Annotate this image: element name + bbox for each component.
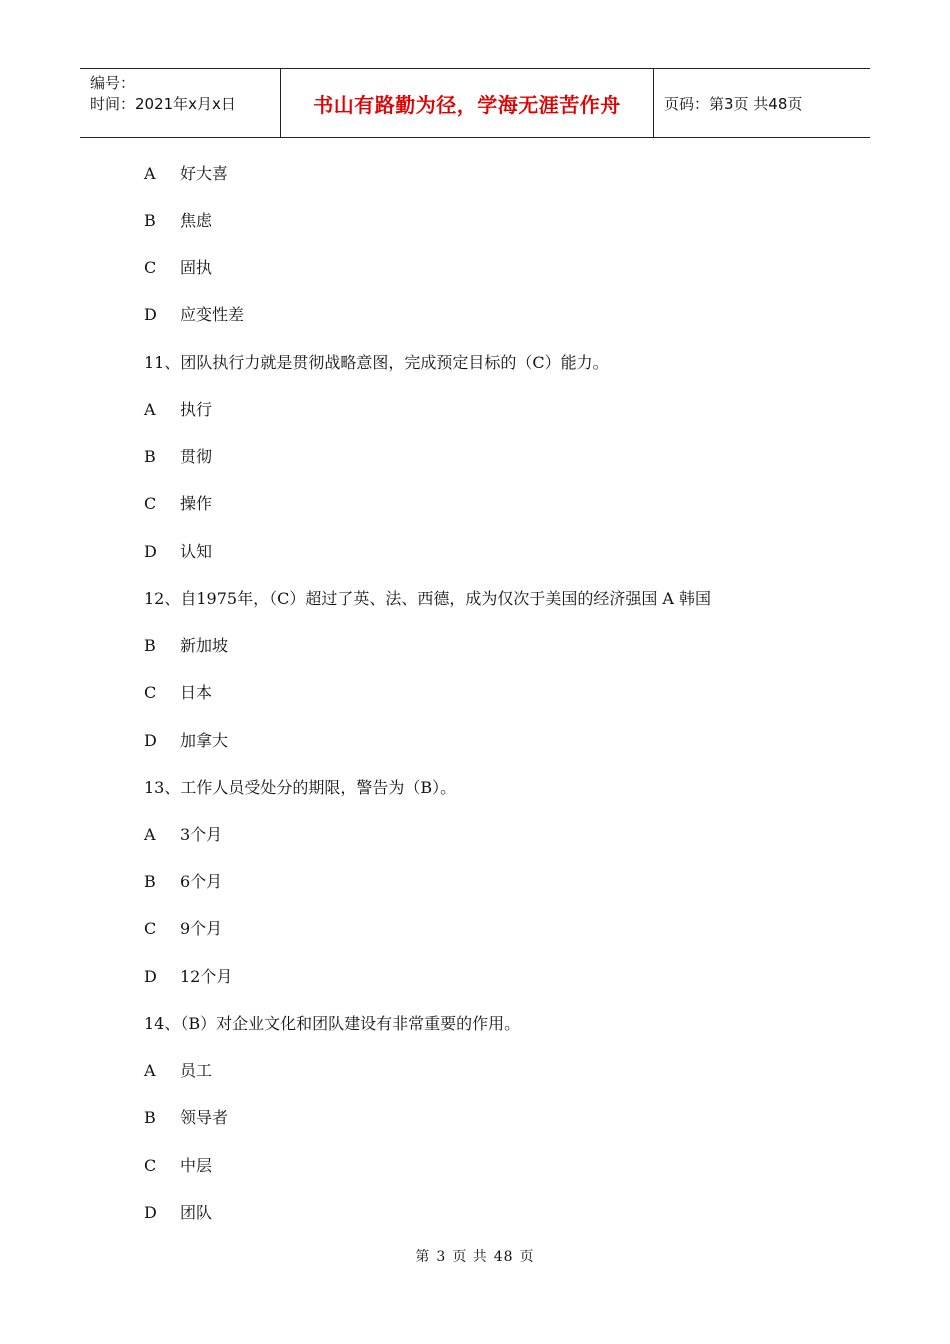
option-text: 新加坡 [180,636,229,655]
option-text: 9个月 [180,919,223,938]
option-text: 6个月 [180,872,223,891]
text-line [144,964,232,987]
text-line [144,1153,212,1176]
text-line [144,869,222,892]
option-letter: C [144,1156,157,1175]
question-text: 11、团队执行力就是贯彻战略意图，完成预定目标的（C）能力。 [144,353,609,372]
option-letter: D [144,1203,157,1222]
text-line [144,208,212,231]
page-header [80,68,870,138]
option-text: 加拿大 [180,731,229,750]
option-letter: B [144,872,156,891]
option-text: 12个月 [180,967,233,986]
question-line [144,1011,520,1034]
option-text: 员工 [180,1061,213,1080]
option-text: 好大喜 [180,164,229,183]
option-text: 执行 [180,400,213,419]
text-line [144,161,228,184]
question-line [144,350,609,373]
text-line [144,822,222,845]
document-time-label: 时间：2021年x月x日 [90,95,236,113]
footer-prefix: 第 [415,1249,431,1265]
text-line [144,302,244,325]
option-letter: C [144,683,157,702]
header-motto: 书山有路勤为径，学海无涯苦作舟 [281,69,654,137]
page-footer [0,1246,950,1266]
option-letter: A [144,825,156,844]
question-text: 13、工作人员受处分的期限，警告为（B）。 [144,778,457,797]
text-line [144,728,228,751]
text-line [144,680,212,703]
footer-suffix: 页 [519,1249,535,1265]
option-letter: D [144,305,157,324]
option-letter: D [144,967,157,986]
option-text: 应变性差 [180,305,245,324]
text-line [144,255,212,278]
option-letter: D [144,542,157,561]
text-line [144,633,228,656]
text-line [144,1058,212,1081]
question-line [144,775,456,798]
option-letter: C [144,258,157,277]
option-text: 日本 [180,683,213,702]
option-letter: B [144,636,156,655]
footer-mid: 页 共 [452,1249,488,1265]
option-letter: B [144,447,156,466]
option-letter: A [144,400,156,419]
option-letter: B [144,1108,156,1127]
option-letter: A [144,164,156,183]
text-line [144,1105,228,1128]
option-letter: A [144,1061,156,1080]
option-letter: B [144,211,156,230]
text-line [144,1200,212,1223]
text-line [144,916,222,939]
header-meta [80,69,281,137]
option-text: 中层 [180,1156,213,1175]
document-number-label: 编号： [90,74,136,92]
option-text: 操作 [180,494,213,513]
header-page-label: 页码：第3页 共48页 [664,94,803,113]
text-line [144,397,212,420]
text-line [144,444,212,467]
text-line [144,539,212,562]
option-letter: C [144,494,157,513]
option-text: 3个月 [180,825,223,844]
option-letter: C [144,919,157,938]
question-line [144,586,711,609]
option-letter: D [144,731,157,750]
option-text: 领导者 [180,1108,229,1127]
question-text: 12、自1975年，（C）超过了英、法、西德，成为仅次于美国的经济强国 A 韩国 [144,589,712,608]
text-line [144,491,212,514]
footer-total-pages: 48 [493,1249,514,1265]
footer-page-number: 3 [436,1249,447,1265]
option-text: 贯彻 [180,447,213,466]
option-text: 认知 [180,542,213,561]
option-text: 固执 [180,258,213,277]
option-text: 团队 [180,1203,213,1222]
option-text: 焦虑 [180,211,213,230]
question-text: 14、（B）对企业文化和团队建设有非常重要的作用。 [144,1014,521,1033]
